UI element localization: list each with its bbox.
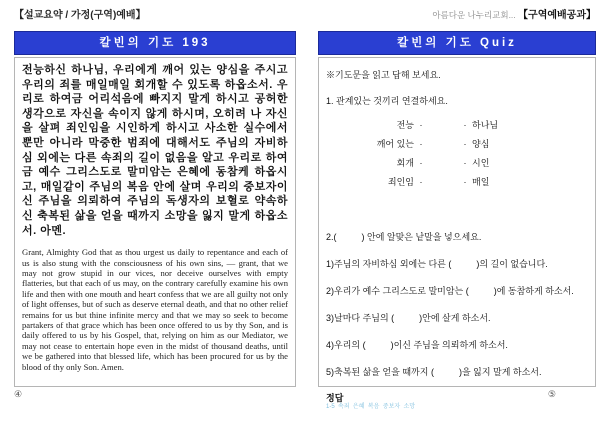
- match-dot: ·: [419, 176, 423, 187]
- match-right-term: 양심: [472, 138, 490, 149]
- left-page: [14, 8, 296, 400]
- fill-in-question: 4)우리의 ( )이신 주님을 의뢰하게 하소서.: [326, 340, 508, 350]
- workbook-label: 【구역예배공과】: [518, 10, 596, 21]
- match-left-term: 전능: [396, 119, 414, 130]
- matching-row: [326, 134, 588, 153]
- answer-key-text: 1-5 속죄 은혜 복음 중보자 소망: [326, 404, 416, 410]
- fill-in-question: 2)우리가 예수 그리스도로 말미암는 ( )에 동참하게 하소서.: [326, 286, 574, 296]
- left-page-number: ④: [14, 389, 23, 399]
- right-page-title-bar: 칼빈의 기도 Quiz: [318, 31, 596, 55]
- matching-row: [326, 153, 588, 172]
- left-page-content-box: [14, 57, 296, 387]
- matching-table: [326, 115, 588, 191]
- question-2-label: 2.( ) 안에 알맞은 낱말을 넣으세요.: [326, 232, 482, 242]
- match-right-term: 시인: [472, 157, 490, 168]
- korean-prayer-paragraph: 전능하신 하나님, 우리에게 깨어 있는 양심을 주시고 우리의 죄를 매일매일 회개할 수 있도록 하옵소서. 우리로 하여금 어리석음에 빠지지 말게 하시고 공허한 생각으로 자신을 속이지 않게 하시며, 오히려 나 자신을 살펴 죄인임을 시인하게 하시고 사소한 실수에서뿐만 아니라 막중한 범죄에 대해서도 주님의 자비하심 외에는 다른 속죄의 길이 없음을 알고 우리로 하여금 예수 그리스도로 말미암는 은혜에 동참케 하옵시고, 매일같이 주님의 복음 안에 살며 우리의 중보자이신 주님을 의뢰하여 주님의 독생자의 보혈로 약속하신 축복된 삶을 얻을 때까지 소망을 잃지 말게 하옵소서. 아멘.: [22, 64, 288, 237]
- match-dot: ·: [463, 119, 467, 130]
- match-left-term: 깨어 있는: [376, 138, 414, 149]
- match-dot: ·: [463, 138, 467, 149]
- fill-in-question: 3)날마다 주님의 ( )안에 살게 하소서.: [326, 313, 491, 323]
- fill-in-question: 1)주님의 자비하심 외에는 다른 ( )의 길이 없습니다.: [326, 259, 548, 269]
- match-dot: ·: [463, 157, 467, 168]
- english-prayer-paragraph: Grant, Almighty God that as thou urgest us daily to repentance and each of us is also stung with the consciousness of his own sins, — grant, that we may not grow stupid in our vices, nor deceive ourselves with empty flatteries, but that each of us may, on the contrary carefully examine his own life and then with one mouth and heart confess that we are all guilty not only of light offenses, but of such as deserve eternal death, and that no other relief remains for us but thine infinite mercy and that we may so seek to become partakers of that grace which has been once offered to us by thy Son, and is daily offered to us by his Gospel, that, relying on him as our Mediator, we may not cease to entertain hope even in the midst of thousand deaths, until we be gathered into that blessed life, which has been procured for us by the blood of thy only Son. Amen.: [22, 247, 288, 372]
- right-page-header: [318, 8, 596, 23]
- question-1-label: 1. 관계있는 것끼리 연결하세요.: [326, 96, 448, 106]
- match-dot: ·: [419, 119, 423, 130]
- left-page-title-bar: 칼빈의 기도 193: [14, 31, 296, 55]
- match-left-term: 죄인임: [387, 176, 414, 187]
- quiz-intro: ※기도문을 읽고 답해 보세요.: [326, 70, 441, 80]
- match-right-term: 매일: [472, 176, 490, 187]
- matching-row: [326, 115, 588, 134]
- match-dot: ·: [419, 138, 423, 149]
- quiz-content-box: [318, 57, 596, 410]
- church-name: 아름다운 나누리교회...: [432, 10, 519, 20]
- right-page: [318, 8, 596, 410]
- matching-row: [326, 172, 588, 191]
- match-right-term: 하나님: [472, 119, 499, 130]
- right-page-number: ⑤: [547, 389, 556, 399]
- match-dot: ·: [463, 176, 467, 187]
- answer-key-label: 정답: [326, 393, 344, 403]
- match-left-term: 회개: [396, 157, 414, 168]
- match-dot: ·: [419, 157, 423, 168]
- fill-in-question: 5)축복된 삶을 얻을 때까지 ( )을 잃지 말게 하소서.: [326, 367, 542, 377]
- left-page-header: 【설교요약 / 가정(구역)예배】: [14, 10, 146, 21]
